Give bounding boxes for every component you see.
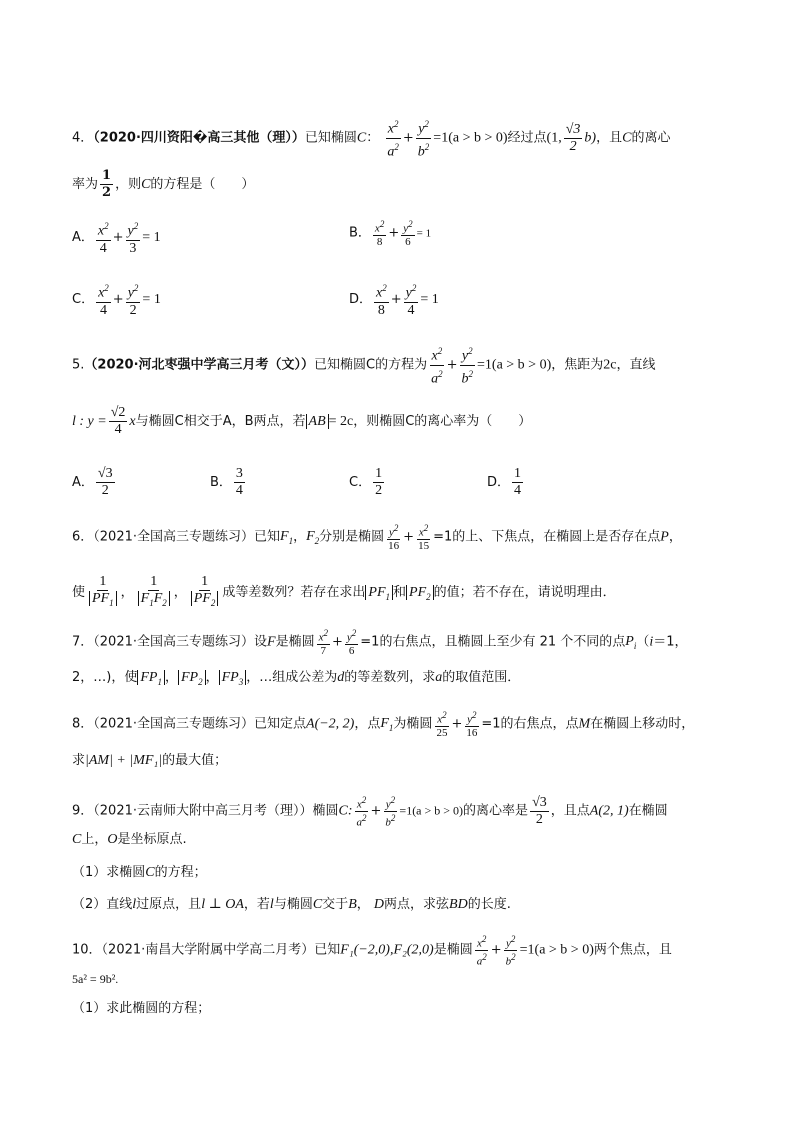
q4-line1: 4．（2020·四川资阳�高三其他（理））已知椭圆C： $\frac{x^2}{a^2}$ + $\frac{y^2}{b^2}$ =1(a > b > 0)经过点(1, $\frac{√3}{2}$ b)，且C的离心 xyxy=(72,116,670,160)
q6-point-p: P xyxy=(660,529,669,545)
q4-ecc: $\frac{1}{2}$ xyxy=(102,168,112,200)
q4-text3: ，且 xyxy=(596,130,623,146)
q5-text3: ，直线 xyxy=(616,357,656,373)
q9-sub1: （1）求椭圆C的方程； xyxy=(72,865,207,880)
q4-option-a[interactable]: A． $\frac{x^2}{4}$ + $\frac{y^2}{3}$ = 1 xyxy=(72,218,161,257)
q10-line2: 5a² = 9b². xyxy=(72,972,119,986)
q10-sub1: （1）求此椭圆的方程； xyxy=(72,1001,211,1016)
q10-label: 10． xyxy=(72,942,102,958)
q4-text: 已知椭圆 xyxy=(304,130,357,146)
q4-text4: 的离心 xyxy=(631,130,671,146)
q5-source: （2020·河北枣强中学高三月考（文）） xyxy=(84,357,315,373)
q4-option-c[interactable]: C． $\frac{x^2}{4}$ + $\frac{y^2}{2}$ = 1 xyxy=(72,280,161,319)
q8-line2: 求|AM| + |MF₁|的最大值； xyxy=(72,753,228,768)
q4-option-d[interactable]: D． $\frac{x^2}{8}$ + $\frac{y^2}{4}$ = 1 xyxy=(349,280,439,319)
q5-text2: ，焦距为 xyxy=(551,357,604,373)
q4-colon: ： xyxy=(366,130,380,146)
q7-source: （2021·全国高三专题练习） xyxy=(93,634,254,650)
q5-text4: 与椭圆C相交于A，B两点，若 xyxy=(135,414,306,429)
q6-line1: 6．（2021·全国高三专题练习）已知$F_1$，$F_2$分别是椭圆 $\frac{y^2}{16}$ + $\frac{x^2}{15}$ =1的上、下焦点，在椭圆上是否存在点P， xyxy=(72,523,682,552)
q4-frac-y: $\frac{y^2}{b^2}$ xyxy=(416,116,432,160)
q4-text5: 率为 xyxy=(72,177,99,192)
q7-text3: =1的右焦点，且椭圆上至少有 21 个不同的点 xyxy=(360,634,626,650)
q5-cond: =1(a > b > 0) xyxy=(477,357,552,373)
q9-label: 9． xyxy=(72,803,94,819)
q9-source: （2021·云南师大附中高三月考（理）） xyxy=(93,803,313,819)
q4-frac-x: $\frac{x^2}{a^2}$ xyxy=(385,116,401,160)
q4-text6: ，则 xyxy=(115,177,142,192)
q10-line1: 10．（2021·南昌大学附属中学高二月考）已知F₁(−2,0),F₂(2,0)是椭圆 $\frac{x^2}{a^2}$ + $\frac{y^2}{b^2}$ =1(a > b > 0)两个焦点，且 xyxy=(72,934,672,968)
q5-ab: AB xyxy=(306,414,329,429)
q6-text1: 已知 xyxy=(254,529,281,545)
q5-option-c[interactable]: C． $\frac{1}{2}$ xyxy=(349,466,383,498)
q8-expr: |AM| + |MF₁| xyxy=(85,753,163,768)
q9-sub2: （2）直线l过原点，且l ⊥ OA，若l与椭圆C交于B， D两点，求弦BD的长度. xyxy=(72,897,511,912)
q9-line2: C上，O是坐标原点. xyxy=(72,832,187,847)
q4-option-b[interactable]: B． $\frac{x^2}{8}$ + $\frac{y^2}{6}$ = 1 xyxy=(349,219,432,248)
q5-option-a[interactable]: A． $\frac{√3}{2}$ xyxy=(72,466,113,498)
q4-cond: =1(a > b > 0) xyxy=(433,130,508,146)
q4-var-c2: C xyxy=(622,130,632,146)
q8-label: 8． xyxy=(72,716,94,732)
q5-line-eq: l : y = xyxy=(72,414,107,429)
q4-point: (1, xyxy=(546,130,562,146)
q6-line2: 使 $\frac{1}{PF_1}$ ， $\frac{1}{F_1F_2}$ ， $\frac{1}{PF_2}$ 成等差数列？若存在求出 $PF_1$ 和 $PF_2$ 的值；若不存在，请说明理由． xyxy=(72,574,616,608)
q4-source: （2020·四川资阳�高三其他（理）） xyxy=(93,130,305,146)
q7-label: 7． xyxy=(72,634,94,650)
q4-label: 4． xyxy=(72,130,94,146)
q9-line1: 9．（2021·云南师大附中高三月考（理））椭圆C: $\frac{x^2}{a^2}$ + $\frac{y^2}{b^2}$ =1(a > b > 0)的离心率是 $\frac{√3}{2}$ ，且点A(2, 1)在椭圆 xyxy=(72,794,668,829)
q4-point-post: b) xyxy=(584,130,597,146)
q5-line2: l : y = $\frac{√2}{4}$ x与椭圆C相交于A，B两点，若 AB = 2c，则椭圆C的离心率为（ ） xyxy=(72,405,532,437)
q5-label: 5. xyxy=(72,357,85,373)
q10-source: （2021·南昌大学附属中学高二月考） xyxy=(101,942,315,958)
q6-text8: 的值；若不存在，请说明理由． xyxy=(433,584,616,600)
q7-line2: 2，…)，使 $FP_1$ ， $FP_2$ ， $FP_3$ ，…组成公差为d的等差数列，求a的取值范围． xyxy=(72,670,521,687)
q5-text5: ，则椭圆C的离心率为（ ） xyxy=(353,414,532,429)
q6-text3: =1的上、下焦点，在椭圆上是否存在点 xyxy=(433,529,661,545)
q4-var-c: C xyxy=(356,130,367,146)
q5-text1: 已知椭圆C的方程为 xyxy=(314,357,428,373)
q5-option-d[interactable]: D． $\frac{1}{4}$ xyxy=(487,466,522,498)
q4-var-c3: C xyxy=(141,177,151,192)
q5-option-b[interactable]: B． $\frac{3}{4}$ xyxy=(210,466,243,498)
q6-text6: 成等差数列？若存在求出 xyxy=(222,584,366,600)
q6-text2: 分别是椭圆 xyxy=(319,529,385,545)
q8-line1: 8．（2021·全国高三专题练习）已知定点A(−2, 2)，点$F_1$为椭圆 $\frac{x^2}{25}$ + $\frac{y^2}{16}$ =1的右焦点，点M在椭圆上移动时， xyxy=(72,710,695,739)
q6-source: （2021·全国高三专题练习） xyxy=(93,529,254,545)
q5-focal: 2c xyxy=(603,357,617,373)
q4-line2 xyxy=(72,168,254,201)
q7-line1: 7．（2021·全国高三专题练习）设F是椭圆 $\frac{x^2}{7}$ + $\frac{y^2}{6}$ =1的右焦点，且椭圆上至少有 21 个不同的点$P_i(i=1$， xyxy=(72,628,688,657)
q4-text7: 的方程是（ ） xyxy=(150,177,255,192)
q7-text9: 的取值范围． xyxy=(442,670,521,685)
q4-point-frac: $\frac{√3}{2}$ xyxy=(565,121,581,154)
q4-text2: 经过点 xyxy=(507,130,547,146)
q8-source: （2021·全国高三专题练习） xyxy=(93,716,254,732)
q5-line1: 5.（2020·河北枣强中学高三月考（文））已知椭圆C的方程为 $\frac{x^2}{a^2}$ + $\frac{y^2}{b^2}$ =1(a > b > 0)，焦距为2c，直线 xyxy=(72,343,656,387)
q6-label: 6． xyxy=(72,529,94,545)
